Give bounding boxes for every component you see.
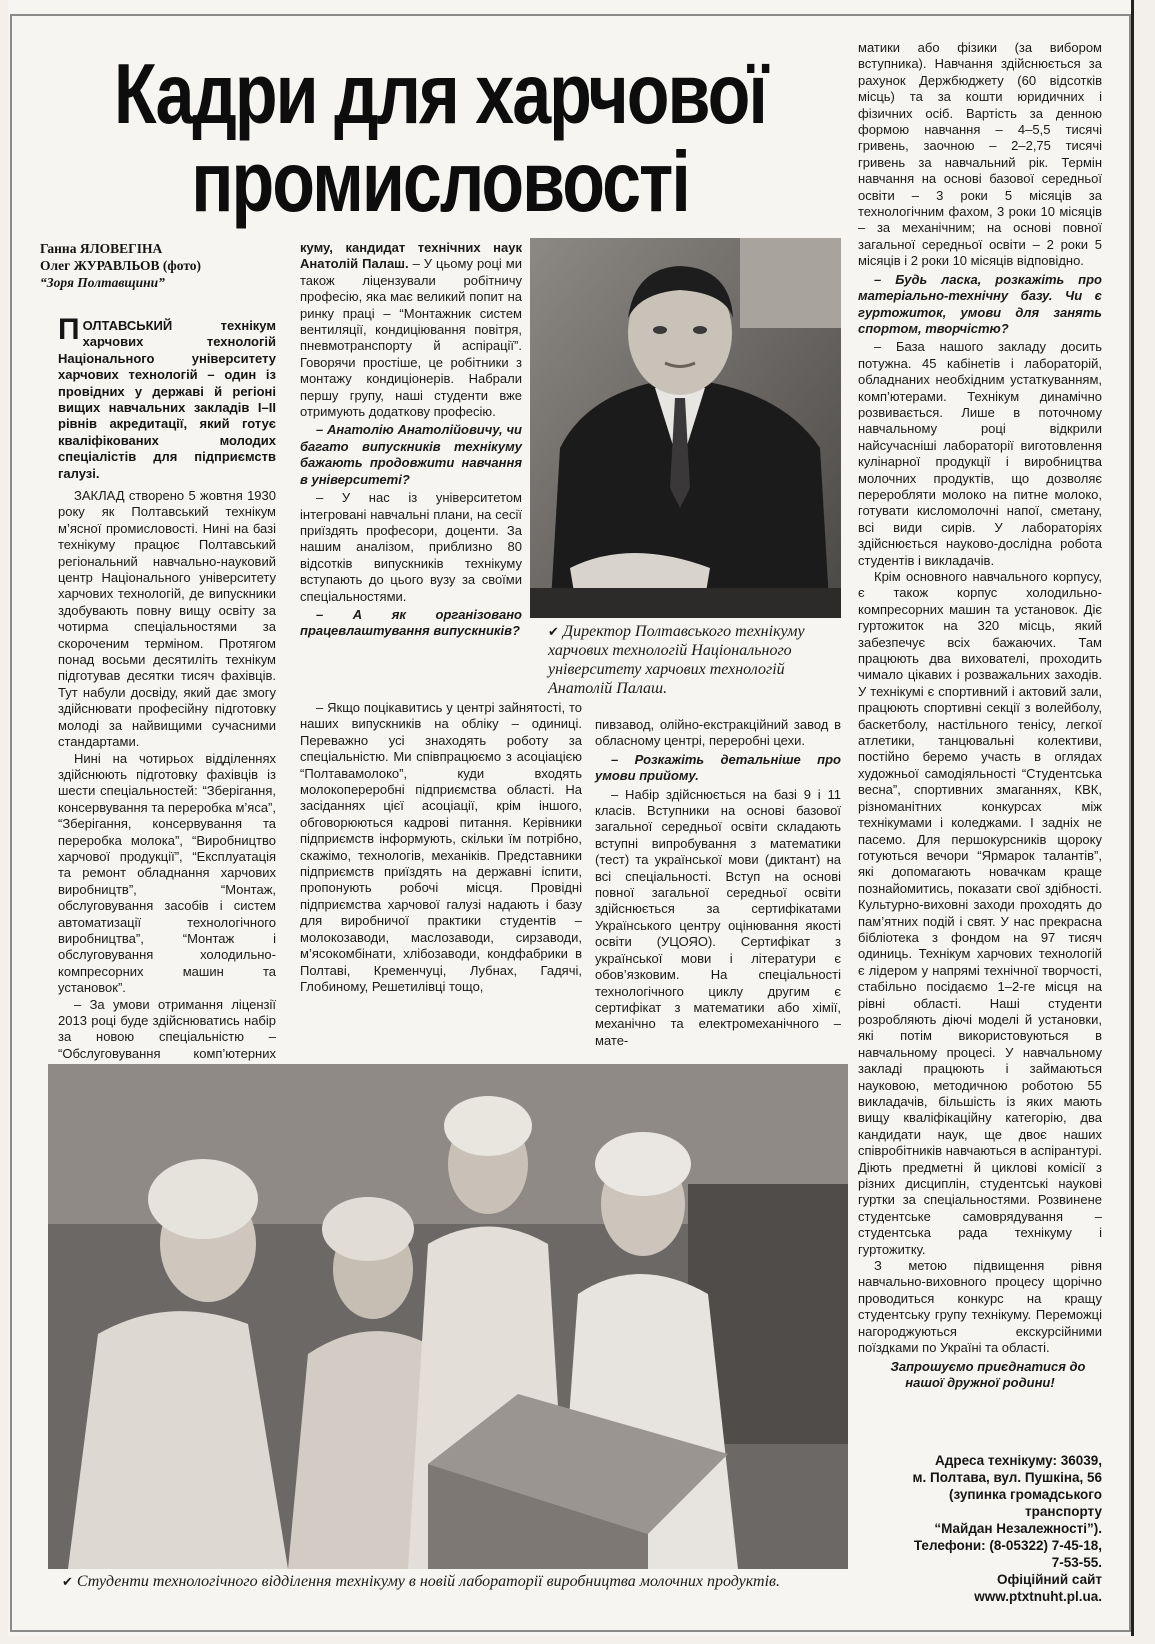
question: – Анатолію Анатолійовичу, чи багато випускників технікуму бажають продовжити навчання в університеті? [300, 422, 522, 487]
caption-text: Студенти технологічного відділення технікуму в новій лабораторії виробництва молочних продуктів. [76, 1573, 780, 1590]
paragraph-text: – У цьому році ми також ліцензували робітничу професію, яка має великий попит на ринку праці – “Монтажник систем вентиляції, кондиціювання повітря, пневмотранспорту й аспірації”. Говорячи простіше, це робітники з монтажу кондиціонерів. Набрали першу групу, наші студенти вже отримують додаткову професію. [300, 256, 522, 420]
author-name: Ганна ЯЛОВЕГІНА [40, 241, 163, 256]
website-label: Офіційний сайт [996, 1572, 1102, 1587]
byline [40, 240, 300, 291]
drop-cap: П [58, 313, 80, 346]
column-4 [858, 40, 1102, 1393]
students-photo [48, 1064, 848, 1569]
caption-check-icon: ✔ [62, 1574, 73, 1589]
students-lab-image [48, 1064, 848, 1569]
caption-check-icon: ✔ [548, 624, 559, 639]
question: – А як організовано працевлаштування випускників? [300, 606, 522, 639]
column-2-bottom [300, 700, 582, 995]
director-photo [530, 238, 841, 618]
caption-text: Директор Полтавського технікуму харчових технологій Національного університету харчових технологій Анатолій Палаш. [548, 623, 805, 697]
address-line: “Майдан Незалежності”). [934, 1521, 1102, 1536]
director-name: куму, кандидат технічних наук Анатолій Палаш. [300, 240, 522, 272]
address-line: м. Полтава, вул. Пушкіна, 56 [912, 1470, 1102, 1485]
answer: – Якщо поцікавитись у центрі зайнятості, то наших випускників на обліку – одиниці. Переважно усі знаходять роботу за спеціальністю. Ми співпрацюємо з асоціацією “Полтавамолоко”, куди входять молокопереробні підприємства області. На засіданнях цієї асоціації, крім іншого, обговорюються кадрові питання. Керівники підприємств інформують, скільки їм потрібно, скажімо, технологів, механіків. Представники підприємств приїздять на державні іспити, пропонують робочі місця. Провідні підприємства харчової галузі надають і базу для виробничої практики студентів – молокозаводи, маслозаводи, сирзаводи, м’ясокомбінати, хлібозаводи, кондфабрики в Полтаві, Кременчуці, Лубнах, Гадячі, Глобиному, Решетилівці тощо, [300, 700, 582, 994]
director-portrait-image [530, 238, 841, 618]
answer: – Набір здійснюється на базі 9 і 11 класів. Вступники на основі базової загальної середньої освіти складають вступні випробування з математики (тест) та української мови (диктант) на всі спеціальності. Вступ на основі повної загальної середньої освіти здійснюється за сертифікатами Українського центру оцінювання якості освіти (УЦОЯО). Сертифікат з української мови і літератури є обов’язковим. На спеціальності технологічного циклу другим є сертифікат з математики або хімії, механічно та електромеханічного – мате- [595, 786, 841, 1048]
answer: – База нашого закладу досить потужна. 45 кабінетів і лабораторій, обладнаних необхідним устаткуванням, комп’ютерами. Технікум динамічно розвивається. Лише в поточному навчальному році відкрили найсучасніші лабораторії виготовлення кулінарної продукції і виробництва молочних продуктів, що дозволяє переробляти молоко на питне молоко, готувати кисломолочні напої, сметану, всі види сирів. У лабораторіях здійснюється науково-дослідна робота студентів і викладачів. [858, 339, 1102, 568]
address-line: (зупинка громадського [949, 1487, 1102, 1502]
director-photo-caption [548, 622, 838, 698]
paragraph: Нині на чотирьох відділеннях здійснюють підготовку фахівців із шести спеціальностей: “Зберігання, консервування та переробка м’яса”, “Зберігання, консервування та переробка молока”, “Виробництво харчової продукції”, “Експлуатація та ремонт обладнання харчових виробництв”, “Монтаж, обслуговування засобів і систем автоматизації технологічного виробництва”, “Монтаж і обслуговування холодильно-компресорних машин та установок”. [58, 750, 276, 996]
paragraph [300, 240, 522, 420]
question: – Розкажіть детальніше про умови прийому. [595, 751, 841, 784]
article-headline: Кадри для харчової промисловості [113, 46, 767, 230]
question: – Будь ласка, розкажіть про матеріально-технічну базу. Чи є гуртожиток, умови для занять спортом, творчістю? [858, 271, 1102, 336]
website-url: www.ptxtnuht.pl.ua. [974, 1589, 1102, 1604]
paragraph-text: – За умови отримання ліцензії 2013 році буде здійснюватись набір за новою спеціальністю – “Обслуговування комп’ютерних [58, 996, 276, 1061]
invitation: Запрошуємо приєднатися до нашої дружної родини! [890, 1358, 1086, 1390]
address-line: транспорту [1025, 1504, 1102, 1519]
answer: – У нас із університетом інтегровані навчальні плани, на сесії приїздять професори, доценти. За нашим аналізом, приблизно 80 відсотків випускників технікуму вступають до цього вузу за своїми спеціальностями. [300, 490, 522, 604]
column-1 [58, 488, 276, 1095]
phone-line: 7-53-55. [1051, 1555, 1102, 1570]
source-name: “Зоря Полтавщини” [40, 275, 165, 290]
column-2-top [300, 240, 522, 642]
lead-text: ОЛТАВСЬКИЙ технікум харчових технологій Національного університету харчових технологій – один із провідних у державі й регіоні вищих навчальних закладів І–ІІ рівнів акредитації, який готує кваліфікованих молодих спеціалістів для підприємств галузі. [58, 318, 276, 481]
paragraph: ЗАКЛАД створено 5 жовтня 1930 року як Полтавський технікум м’ясної промисловості. Нині на базі технікуму працює Полтавський регіональний навчально-науковий центр Національного університету харчових технологій, де випускники здобувають повну вищу освіту за чотирма спеціальностями за скороченим терміном. Протягом понад восьми десятиліть технікум підготував десятки тисяч фахівців. Тут набули досвіду, який дає змогу здійснювати професійну підготовку молоді за найвищими сучасними стандартами. [58, 488, 276, 750]
students-photo-caption [62, 1572, 842, 1591]
paragraph: З метою підвищення рівня навчально-виховного процесу щорічно проводиться конкурс на кращу студентську групу технікуму. Переможці нагороджуються екскурсійними поїздками по Україні та області. [858, 1258, 1102, 1356]
paragraph: пивзавод, олійно-екстракційний завод в обласному центрі, переробні цехи. [595, 717, 841, 749]
contact-info [858, 1452, 1102, 1605]
phone-line: Телефони: (8-05322) 7-45-18, [913, 1538, 1102, 1553]
photographer-name: Олег ЖУРАВЛЬОВ (фото) [40, 258, 202, 273]
column-3 [595, 717, 841, 1049]
paragraph: матики або фізики (за вибором вступника). Навчання здійснюється за рахунок Держбюджету (60 відсотків місць) та за кошти юридичних і фізичних осіб. Вартість за денною формою навчання – 4–5,5 тисячі гривень, заочною – 2–2,75 тисячі гривень за навчальний рік. Термін навчання на основі базової середньої освіти – 3 роки 5 місяців за технологічним фахом, 3 роки 10 місяців – за механічним; на основі повної загальної середньої освіти – 2 роки 5 місяців і 2 роки 10 місяців відповідно. [858, 40, 1102, 269]
paragraph: Крім основного навчального корпусу, є також корпус холодильно-компресорних машин та установок. Діє гуртожиток на 320 місць, який забезпечує всіх бажаючих. Там працюють два вихователі, проходить чимало цікавих і розважальних заходів. У технікумі є спортивний і актовий зали, працюють спортивні секції з волейболу, баскетболу, настільного тенісу, легкої атлетики, танцювальні колективи, постійно беремо участь в оглядах художньої самодіяльності “Студентська весна”, спортивних змаганнях, КВК, різноманітних конкурсах між технікумами і коледжами. І задніх не пасемо. Для першокурсників щороку готуються вечори “Ярмарок талантів”, які допомагають новачкам краще познайомитись, показати свої здібності. Культурно-виховні заходи проходять до пам’ятних подій і свят. У нас прекрасна бібліотека з фондом на 97 тисяч одиниць. Технікум харчових технологій є лідером у напрямі технічної творчості, стабільно посідаємо 1–2-ге місця на рівні області. Наші студенти розробляють діючі моделі й установки, які потім використовуються в навчальному процесі. У навчальному закладі працюють і займаються науковою, методичною роботою 55 викладачів, більшість із яких мають вищу кваліфікаційну категорію, два кандидати наук, ще двоє наших співробітників навчаються в аспірантурі. Діють предметні й циклові комісії з різних дисциплін, студентські наукові гуртки за спеціальностями. Розвинене студентське самоврядування – студентська рада технікуму і гуртожитку. [858, 569, 1102, 1257]
lead-paragraph [58, 313, 276, 482]
address-line: Адреса технікуму: 36039, [935, 1453, 1102, 1468]
